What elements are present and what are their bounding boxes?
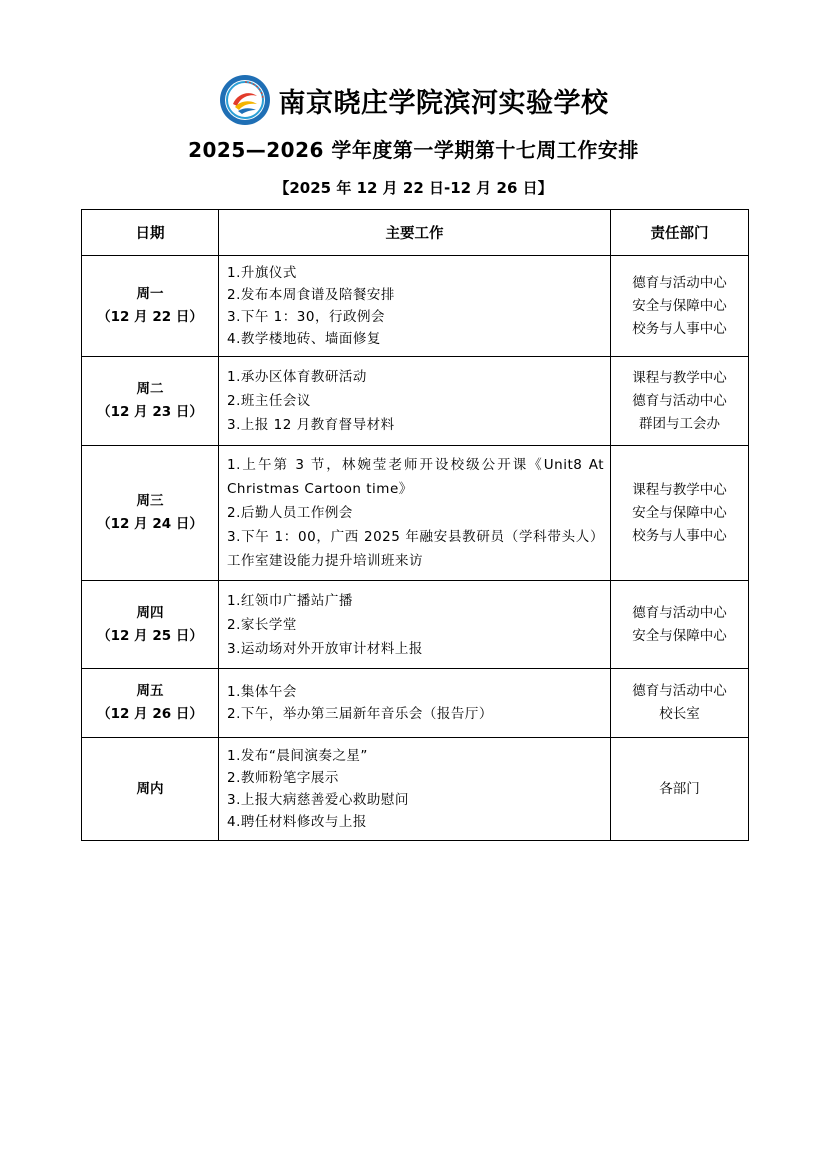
- work-item: 2.后勤人员工作例会: [227, 505, 353, 521]
- dept-name: 安全与保障中心: [632, 504, 727, 521]
- work-item: 3.下午 1：30，行政例会: [227, 309, 385, 325]
- work-item: 2.教师粉笔字展示: [227, 770, 339, 786]
- table-row-thursday: [82, 581, 749, 669]
- dept-name: 安全与保障中心: [632, 297, 727, 314]
- day-cell: [82, 669, 219, 738]
- work-item: 2.家长学堂: [227, 616, 297, 633]
- day-cell: [82, 446, 219, 581]
- day-date: （12 月 25 日）: [97, 627, 203, 644]
- work-item: 2.班主任会议: [227, 393, 311, 409]
- work-item: 4.聘任材料修改与上报: [227, 814, 367, 830]
- dept-cell: [611, 669, 749, 738]
- table-row-wednesday: [82, 446, 749, 581]
- table-row-monday: [82, 256, 749, 357]
- document-header: [0, 72, 827, 198]
- dept-name: 德育与活动中心: [632, 274, 727, 291]
- work-cell: [219, 581, 611, 669]
- dept-name: 德育与活动中心: [632, 604, 727, 621]
- work-cell: [219, 357, 611, 446]
- work-cell: [219, 256, 611, 357]
- dept-cell: [611, 738, 749, 841]
- date-range: 【2025 年 12 月 22 日-12 月 26 日】: [274, 179, 553, 197]
- work-item: 3.上报大病慈善爱心救助慰问: [227, 792, 409, 808]
- day-date: （12 月 23 日）: [97, 404, 203, 420]
- dept-cell: [611, 581, 749, 669]
- school-name: 南京晓庄学院滨河实验学校: [278, 87, 609, 119]
- dept-name: 群团与工会办: [639, 415, 720, 432]
- day-cell: [82, 357, 219, 446]
- day-cell: [82, 581, 219, 669]
- day-date: （12 月 24 日）: [97, 516, 203, 532]
- day-label: 周四: [136, 604, 164, 621]
- table-row-friday: [82, 669, 749, 738]
- dept-name: 德育与活动中心: [632, 392, 727, 409]
- dept-cell: [611, 256, 749, 357]
- day-cell: [82, 256, 219, 357]
- header-day: 日期: [82, 210, 219, 256]
- work-cell: [219, 446, 611, 581]
- school-line: [0, 72, 827, 128]
- dept-name: 德育与活动中心: [632, 683, 727, 699]
- school-logo-icon: [219, 74, 271, 126]
- work-item: 1.发布“晨间演奏之星”: [227, 748, 368, 764]
- work-item: 1.上午第 3 节，林婉莹老师开设校级公开课《Unit8 At Christmas Cartoon time》: [227, 457, 604, 497]
- dept-name: 校长室: [659, 706, 700, 722]
- dept-name: 课程与教学中心: [632, 481, 727, 498]
- day-label: 周一: [136, 286, 164, 302]
- day-date: （12 月 26 日）: [97, 706, 203, 722]
- dept-cell: [611, 357, 749, 446]
- dept-name: 各部门: [659, 780, 700, 797]
- work-item: 3.运动场对外开放审计材料上报: [227, 640, 423, 657]
- work-item: 2.下午，举办第三届新年音乐会（报告厅）: [227, 706, 493, 722]
- work-cell: [219, 669, 611, 738]
- work-item: 2.发布本周食谱及陪餐安排: [227, 287, 395, 303]
- dept-name: 课程与教学中心: [632, 369, 727, 386]
- work-item: 1.升旗仪式: [227, 265, 297, 281]
- day-label: 周内: [136, 780, 164, 797]
- dept-name: 校务与人事中心: [632, 320, 727, 337]
- dept-name: 安全与保障中心: [632, 627, 727, 644]
- dept-name: 校务与人事中心: [632, 527, 727, 544]
- day-label: 周二: [136, 381, 164, 397]
- work-item: 3.上报 12 月教育督导材料: [227, 417, 395, 433]
- work-item: 1.红领巾广播站广播: [227, 592, 353, 609]
- day-label: 周三: [136, 493, 164, 509]
- table-row-tuesday: [82, 357, 749, 446]
- table-row-within-week: [82, 738, 749, 841]
- dept-cell: [611, 446, 749, 581]
- work-item: 1.承办区体育教研活动: [227, 369, 367, 385]
- work-item: 3.下午 1：00，广西 2025 年融安县教研员（学科带头人）工作室建设能力提升培训班来访: [227, 529, 604, 569]
- header-work: 主要工作: [219, 210, 611, 256]
- table-header-row: [82, 210, 749, 256]
- document-title: 2025—2026 学年度第一学期第十七周工作安排: [188, 138, 639, 162]
- day-label: 周五: [136, 683, 164, 699]
- schedule-table: [81, 209, 749, 841]
- work-cell: [219, 738, 611, 841]
- work-item: 4.教学楼地砖、墙面修复: [227, 331, 381, 347]
- header-dept: 责任部门: [611, 210, 749, 256]
- day-date: （12 月 22 日）: [97, 309, 203, 325]
- day-cell: [82, 738, 219, 841]
- work-item: 1.集体午会: [227, 684, 297, 700]
